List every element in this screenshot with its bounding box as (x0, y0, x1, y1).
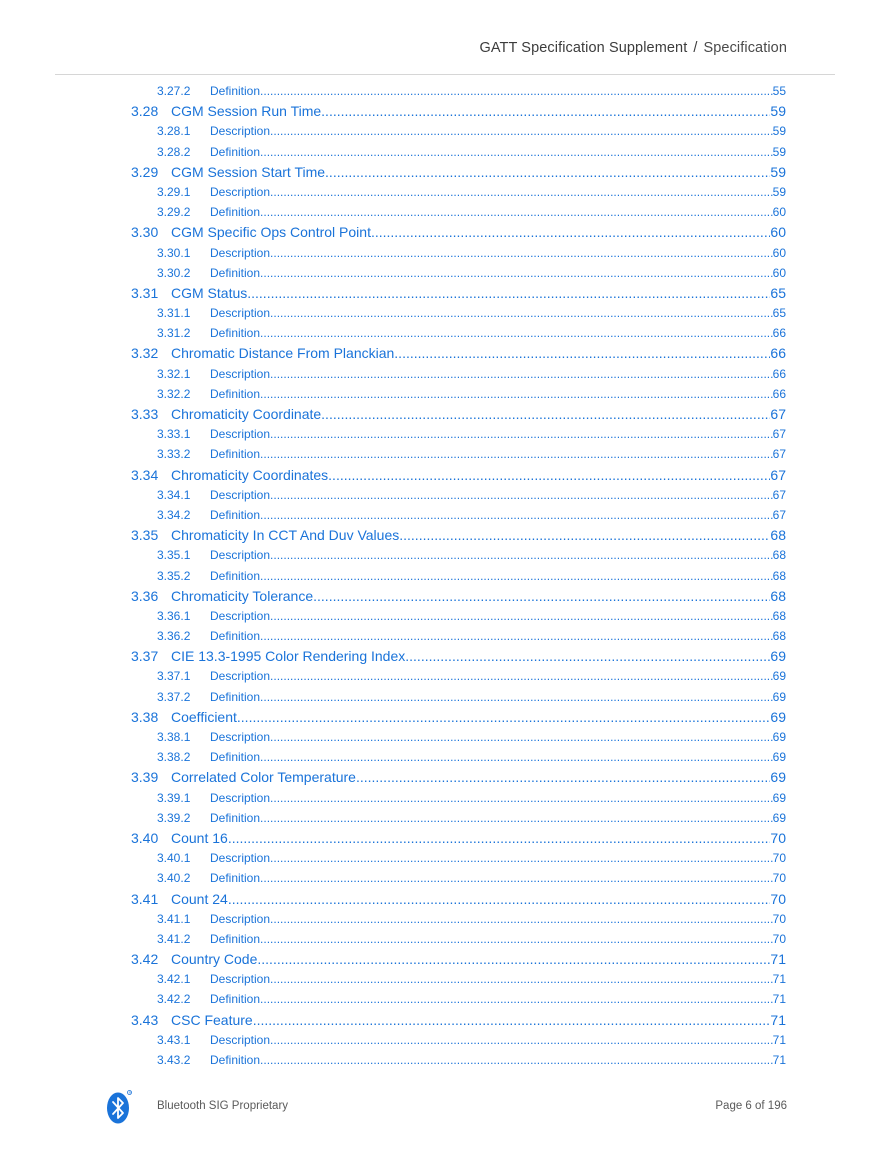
toc-entry-number: 3.30 (131, 224, 159, 241)
toc-entry-title: Definition (210, 810, 261, 825)
toc-dot-leader (394, 343, 770, 363)
toc-section-entry[interactable] (0, 404, 786, 424)
toc-section-entry[interactable] (0, 949, 786, 969)
toc-dot-leader (260, 687, 773, 707)
toc-entry-page: 69 (772, 750, 786, 765)
toc-dot-leader (270, 727, 773, 747)
toc-entry-page: 68 (770, 527, 786, 544)
toc-section-entry[interactable] (0, 101, 786, 121)
toc-dot-leader (260, 868, 773, 888)
toc-dot-leader (260, 444, 773, 464)
toc-subsection-entry[interactable] (0, 848, 786, 868)
toc-dot-leader (260, 929, 773, 949)
toc-entry-page: 68 (770, 587, 786, 604)
toc-dot-leader (321, 404, 770, 424)
toc-entry-title: CGM Status (171, 284, 248, 301)
toc-subsection-entry[interactable] (0, 566, 786, 586)
toc-entry-page: 59 (772, 184, 786, 199)
toc-subsection-entry[interactable] (0, 1050, 786, 1070)
header-divider (55, 74, 835, 75)
toc-subsection-entry[interactable] (0, 202, 786, 222)
toc-entry-title: Description (210, 184, 271, 199)
toc-entry-title: Description (210, 366, 271, 381)
toc-subsection-entry[interactable] (0, 424, 786, 444)
toc-entry-page: 55 (772, 84, 786, 98)
toc-entry-page: 65 (772, 306, 786, 321)
toc-entry-page: 70 (772, 931, 786, 946)
toc-dot-leader (270, 243, 773, 263)
toc-entry-title: Definition (210, 265, 261, 280)
toc-entry-title: Description (210, 124, 271, 139)
toc-entry-title: Description (210, 608, 271, 623)
toc-dot-leader (313, 586, 770, 606)
toc-entry-page: 67 (770, 466, 786, 483)
toc-entry-title: Correlated Color Temperature (171, 769, 356, 786)
toc-entry-title: CGM Session Run Time (171, 103, 322, 120)
toc-section-entry[interactable] (0, 283, 786, 303)
toc-subsection-entry[interactable] (0, 666, 786, 686)
toc-entry-number: 3.39.1 (157, 790, 191, 805)
toc-section-entry[interactable] (0, 828, 786, 848)
toc-entry-title: Definition (210, 205, 261, 220)
toc-entry-title: Country Code (171, 951, 258, 968)
toc-entry-title: Chromaticity Coordinate (171, 406, 322, 422)
toc-section-entry[interactable] (0, 465, 786, 485)
toc-subsection-entry[interactable] (0, 505, 786, 525)
toc-section-entry[interactable] (0, 525, 786, 545)
toc-entry-number: 3.28 (131, 103, 159, 120)
toc-subsection-entry[interactable] (0, 182, 786, 202)
toc-entry-page: 60 (772, 265, 786, 280)
toc-entry-number: 3.33.2 (157, 447, 191, 462)
toc-entry-title: Definition (210, 689, 261, 704)
toc-dot-leader (260, 263, 773, 283)
toc-entry-title: Description (210, 548, 271, 563)
toc-dot-leader (260, 81, 773, 101)
toc-entry-number: 3.35 (131, 527, 159, 544)
toc-entry-number: 3.30.2 (157, 265, 191, 280)
toc-dot-leader (260, 626, 773, 646)
toc-entry-page: 70 (770, 829, 786, 846)
toc-subsection-entry[interactable] (0, 687, 786, 707)
toc-section-entry[interactable] (0, 162, 786, 182)
toc-dot-leader (356, 767, 770, 787)
toc-entry-page: 60 (770, 224, 786, 241)
footer-page-number: Page 6 of 196 (715, 1100, 787, 1112)
toc-subsection-entry[interactable] (0, 989, 786, 1009)
toc-entry-page: 67 (772, 487, 786, 502)
toc-section-entry[interactable] (0, 646, 786, 666)
toc-dot-leader (270, 1030, 773, 1050)
toc-entry-title: Description (210, 911, 271, 926)
toc-section-entry[interactable] (0, 707, 786, 727)
toc-entry-page: 70 (770, 890, 786, 907)
toc-dot-leader (399, 525, 770, 545)
toc-entry-title: Definition (210, 750, 261, 765)
toc-entry-number: 3.31 (131, 284, 159, 301)
header-separator: / (693, 40, 698, 56)
toc-entry-number: 3.40 (131, 829, 159, 846)
toc-subsection-entry[interactable] (0, 263, 786, 283)
toc-entry-title: Definition (210, 568, 261, 583)
toc-entry-page: 65 (770, 284, 786, 301)
toc-dot-leader (270, 545, 773, 565)
toc-entry-number: 3.36.2 (157, 629, 191, 644)
toc-entry-number: 3.34 (131, 466, 159, 483)
toc-subsection-entry[interactable] (0, 243, 786, 263)
toc-entry-page: 69 (770, 708, 786, 725)
toc-subsection-entry[interactable] (0, 788, 786, 808)
toc-entry-title: Description (210, 851, 271, 866)
toc-entry-number: 3.37.1 (157, 669, 191, 684)
toc-dot-leader (328, 465, 770, 485)
toc-subsection-entry[interactable] (0, 727, 786, 747)
toc-entry-title: Definition (210, 144, 261, 159)
toc-entry-page: 69 (772, 730, 786, 744)
toc-entry-number: 3.41 (131, 890, 159, 907)
toc-entry-title: Chromaticity In CCT And Duv Values (171, 527, 400, 544)
toc-entry-number: 3.42 (131, 951, 159, 968)
toc-entry-title: Description (210, 245, 271, 260)
toc-entry-number: 3.38.2 (157, 750, 191, 765)
toc-entry-title: Description (210, 306, 271, 321)
toc-entry-number: 3.31.2 (157, 326, 191, 341)
toc-subsection-entry[interactable] (0, 929, 786, 949)
toc-entry-number: 3.41.2 (157, 931, 191, 946)
toc-dot-leader (260, 989, 773, 1009)
document-title: GATT Specification Supplement (479, 40, 688, 56)
toc-entry-page: 68 (772, 608, 786, 623)
toc-entry-page: 67 (772, 507, 786, 522)
footer-proprietary: Bluetooth SIG Proprietary (157, 1100, 289, 1112)
toc-entry-number: 3.38.1 (157, 730, 191, 744)
toc-entry-number: 3.33.1 (157, 427, 191, 442)
toc-subsection-entry[interactable] (0, 808, 786, 828)
toc-subsection-entry[interactable] (0, 485, 786, 505)
toc-dot-leader (260, 142, 773, 162)
toc-entry-title: CGM Session Start Time (171, 163, 326, 180)
toc-entry-number: 3.32 (131, 345, 159, 362)
toc-subsection-entry[interactable] (0, 303, 786, 323)
toc-entry-page: 69 (772, 810, 786, 825)
toc-dot-leader (253, 1010, 771, 1030)
toc-entry-number: 3.41.1 (157, 911, 191, 926)
toc-subsection-entry[interactable] (0, 364, 786, 384)
toc-entry-page: 67 (770, 406, 786, 422)
toc-entry-title: Definition (210, 386, 261, 401)
toc-dot-leader (260, 202, 773, 222)
toc-entry-title: Chromatic Distance From Planckian (171, 345, 395, 362)
toc-entry-number: 3.37.2 (157, 689, 191, 704)
toc-entry-number: 3.35.2 (157, 568, 191, 583)
toc-entry-page: 69 (772, 669, 786, 684)
page-header (479, 40, 787, 56)
toc-entry-title: Definition (210, 992, 261, 1007)
toc-subsection-entry[interactable] (0, 444, 786, 464)
toc-entry-number: 3.43.2 (157, 1053, 191, 1067)
toc-entry-number: 3.27.2 (157, 84, 191, 98)
toc-entry-number: 3.39 (131, 769, 159, 786)
toc-subsection-entry[interactable] (0, 1030, 786, 1050)
toc-subsection-entry[interactable] (0, 969, 786, 989)
toc-section-entry[interactable] (0, 222, 786, 242)
toc-dot-leader (270, 121, 773, 141)
toc-subsection-entry[interactable] (0, 626, 786, 646)
toc-entry-page: 70 (772, 911, 786, 926)
toc-entry-title: Definition (210, 326, 261, 341)
toc-dot-leader (260, 747, 773, 767)
toc-entry-page: 71 (772, 1053, 786, 1067)
toc-entry-title: CGM Specific Ops Control Point (171, 224, 371, 241)
toc-dot-leader (405, 646, 770, 666)
toc-entry-page: 69 (772, 790, 786, 805)
toc-entry-page: 70 (772, 871, 786, 886)
toc-entry-number: 3.30.1 (157, 245, 191, 260)
toc-entry-page: 69 (770, 648, 786, 665)
toc-entry-title: Description (210, 427, 271, 442)
toc-dot-leader (228, 889, 771, 909)
toc-entry-number: 3.28.2 (157, 144, 191, 159)
toc-entry-number: 3.36.1 (157, 608, 191, 623)
toc-section-entry[interactable] (0, 586, 786, 606)
bluetooth-logo-icon (106, 1090, 132, 1124)
toc-entry-page: 71 (772, 992, 786, 1007)
toc-entry-page: 69 (772, 689, 786, 704)
toc-entry-title: Description (210, 790, 271, 805)
toc-dot-leader (228, 828, 771, 848)
toc-entry-page: 60 (772, 245, 786, 260)
toc-dot-leader (270, 485, 773, 505)
toc-entry-title: Count 24 (171, 890, 228, 907)
toc-entry-title: CIE 13.3-1995 Color Rendering Index (171, 648, 406, 665)
toc-subsection-entry[interactable] (0, 606, 786, 626)
toc-entry-title: Definition (210, 931, 261, 946)
toc-section-entry[interactable] (0, 343, 786, 363)
toc-entry-title: Chromaticity Tolerance (171, 587, 314, 604)
toc-dot-leader (270, 182, 773, 202)
toc-entry-page: 71 (770, 1011, 786, 1028)
toc-section-entry[interactable] (0, 767, 786, 787)
toc-subsection-entry[interactable] (0, 747, 786, 767)
toc-entry-number: 3.40.1 (157, 851, 191, 866)
toc-entry-title: Count 16 (171, 829, 228, 846)
toc-entry-page: 59 (770, 103, 786, 120)
toc-entry-title: Description (210, 730, 271, 744)
toc-entry-title: Definition (210, 84, 261, 98)
toc-entry-number: 3.33 (131, 406, 159, 422)
toc-dot-leader (270, 303, 773, 323)
toc-entry-page: 70 (772, 851, 786, 866)
toc-entry-number: 3.42.2 (157, 992, 191, 1007)
toc-dot-leader (270, 848, 773, 868)
toc-dot-leader (260, 323, 773, 343)
toc-subsection-entry[interactable] (0, 81, 786, 101)
toc-entry-number: 3.32.1 (157, 366, 191, 381)
toc-entry-page: 71 (770, 951, 786, 968)
toc-entry-page: 60 (772, 205, 786, 220)
svg-text:R: R (128, 1090, 132, 1095)
toc-entry-page: 68 (772, 629, 786, 644)
toc-entry-number: 3.34.1 (157, 487, 191, 502)
toc-dot-leader (270, 909, 773, 929)
toc-entry-page: 67 (772, 427, 786, 442)
toc-subsection-entry[interactable] (0, 545, 786, 565)
toc-dot-leader (270, 788, 773, 808)
toc-entry-number: 3.37 (131, 648, 159, 665)
toc-entry-title: Definition (210, 447, 261, 462)
toc-entry-number: 3.29.2 (157, 205, 191, 220)
toc-entry-title: Definition (210, 507, 261, 522)
toc-entry-page: 59 (770, 163, 786, 180)
toc-dot-leader (270, 666, 773, 686)
toc-entry-title: Description (210, 487, 271, 502)
toc-entry-title: Description (210, 669, 271, 684)
toc-dot-leader (260, 384, 773, 404)
toc-subsection-entry[interactable] (0, 142, 786, 162)
toc-dot-leader (321, 101, 770, 121)
toc-section-entry[interactable] (0, 889, 786, 909)
toc-dot-leader (270, 364, 773, 384)
toc-entry-number: 3.43 (131, 1011, 159, 1028)
toc-entry-page: 71 (772, 1032, 786, 1047)
toc-dot-leader (260, 505, 773, 525)
toc-entry-number: 3.35.1 (157, 548, 191, 563)
toc-entry-page: 68 (772, 568, 786, 583)
toc-entry-page: 66 (772, 366, 786, 381)
toc-dot-leader (270, 424, 773, 444)
toc-dot-leader (237, 707, 771, 727)
toc-dot-leader (260, 566, 773, 586)
toc-subsection-entry[interactable] (0, 323, 786, 343)
toc-dot-leader (260, 808, 773, 828)
toc-entry-title: Definition (210, 871, 261, 886)
toc-dot-leader (260, 1050, 773, 1070)
toc-entry-page: 66 (770, 345, 786, 362)
toc-entry-page: 67 (772, 447, 786, 462)
toc-dot-leader (247, 283, 770, 303)
toc-entry-page: 71 (772, 972, 786, 987)
toc-entry-number: 3.32.2 (157, 386, 191, 401)
toc-entry-page: 59 (772, 124, 786, 139)
toc-entry-number: 3.42.1 (157, 972, 191, 987)
toc-entry-page: 66 (772, 386, 786, 401)
toc-entry-title: Definition (210, 1053, 261, 1067)
toc-entry-page: 69 (770, 769, 786, 786)
toc-subsection-entry[interactable] (0, 909, 786, 929)
toc-subsection-entry[interactable] (0, 868, 786, 888)
toc-dot-leader (270, 606, 773, 626)
toc-entry-number: 3.43.1 (157, 1032, 191, 1047)
toc-entry-number: 3.31.1 (157, 306, 191, 321)
toc-entry-number: 3.29 (131, 163, 159, 180)
toc-section-entry[interactable] (0, 1010, 786, 1030)
toc-entry-page: 66 (772, 326, 786, 341)
toc-entry-number: 3.34.2 (157, 507, 191, 522)
toc-entry-title: Coefficient (171, 708, 237, 725)
toc-dot-leader (270, 969, 773, 989)
table-of-contents (0, 81, 893, 1070)
toc-entry-number: 3.40.2 (157, 871, 191, 886)
toc-entry-number: 3.36 (131, 587, 159, 604)
toc-entry-title: CSC Feature (171, 1011, 253, 1028)
toc-entry-number: 3.39.2 (157, 810, 191, 825)
toc-subsection-entry[interactable] (0, 121, 786, 141)
toc-entry-number: 3.28.1 (157, 124, 191, 139)
document-subtitle: Specification (703, 40, 787, 56)
toc-entry-number: 3.38 (131, 708, 159, 725)
toc-entry-page: 68 (772, 548, 786, 563)
toc-entry-title: Definition (210, 629, 261, 644)
toc-dot-leader (371, 222, 770, 242)
toc-dot-leader (257, 949, 770, 969)
toc-subsection-entry[interactable] (0, 384, 786, 404)
toc-entry-title: Description (210, 972, 271, 987)
toc-entry-title: Chromaticity Coordinates (171, 466, 329, 483)
toc-entry-title: Description (210, 1032, 271, 1047)
toc-dot-leader (325, 162, 770, 182)
toc-entry-number: 3.29.1 (157, 184, 191, 199)
toc-entry-page: 59 (772, 144, 786, 159)
